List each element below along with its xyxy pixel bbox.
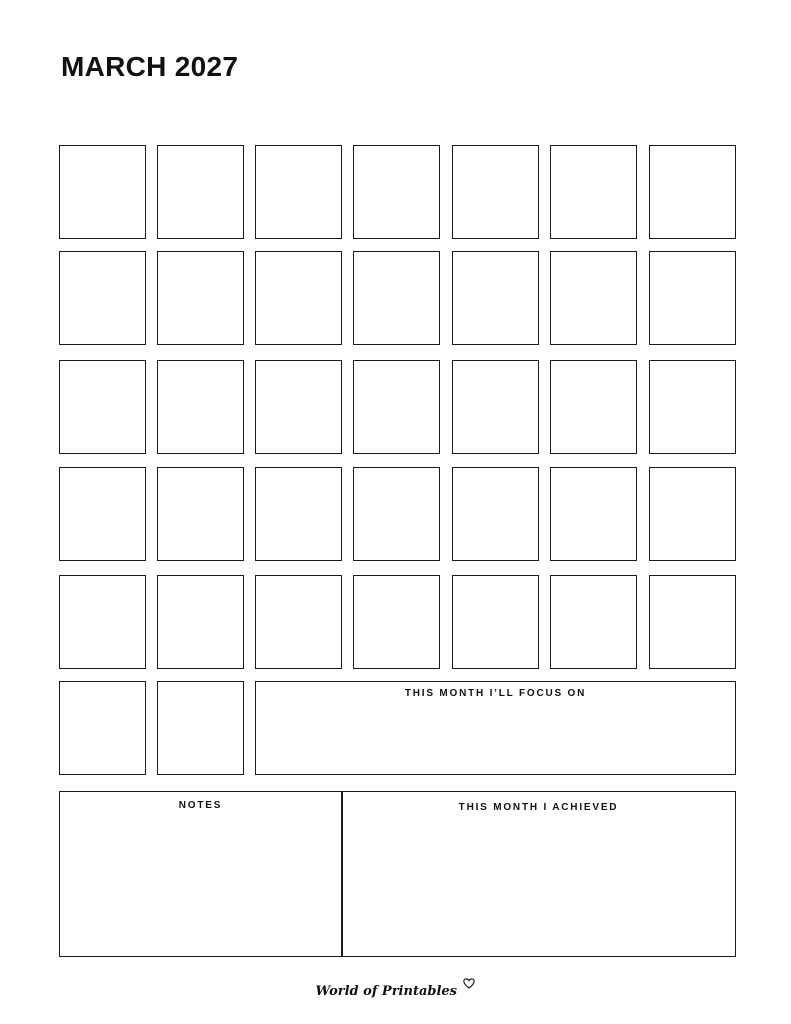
calendar-day-cell[interactable] xyxy=(255,251,342,345)
calendar-day-cell[interactable] xyxy=(550,360,637,454)
calendar-day-cell[interactable] xyxy=(59,360,146,454)
heart-icon xyxy=(463,978,475,989)
calendar-day-cell[interactable] xyxy=(452,251,539,345)
calendar-day-cell[interactable] xyxy=(649,360,736,454)
calendar-day-cell[interactable] xyxy=(59,467,146,561)
calendar-day-cell[interactable] xyxy=(255,360,342,454)
calendar-day-cell[interactable] xyxy=(353,575,440,669)
calendar-day-cell[interactable] xyxy=(59,575,146,669)
calendar-day-cell[interactable] xyxy=(157,251,244,345)
calendar-day-cell[interactable] xyxy=(649,575,736,669)
calendar-day-cell[interactable] xyxy=(255,145,342,239)
calendar-day-cell[interactable] xyxy=(255,467,342,561)
brand-name: World of Printables xyxy=(315,984,457,999)
calendar-day-cell[interactable] xyxy=(255,575,342,669)
calendar-day-cell[interactable] xyxy=(59,251,146,345)
calendar-day-cell[interactable] xyxy=(157,145,244,239)
calendar-day-cell[interactable] xyxy=(157,681,244,775)
panel-divider xyxy=(341,792,343,956)
calendar-day-cell[interactable] xyxy=(550,145,637,239)
page-title: MARCH 2027 xyxy=(61,51,239,82)
calendar-day-cell[interactable] xyxy=(649,467,736,561)
notes-label: NOTES xyxy=(178,800,223,811)
calendar-day-cell[interactable] xyxy=(353,251,440,345)
focus-label: THIS MONTH I’LL FOCUS ON xyxy=(404,688,587,699)
calendar-day-cell[interactable] xyxy=(157,467,244,561)
calendar-day-cell[interactable] xyxy=(157,360,244,454)
calendar-day-cell[interactable] xyxy=(550,575,637,669)
calendar-day-cell[interactable] xyxy=(550,251,637,345)
calendar-day-cell[interactable] xyxy=(452,360,539,454)
notes-achieved-panel xyxy=(59,791,736,957)
calendar-day-cell[interactable] xyxy=(452,467,539,561)
calendar-day-cell[interactable] xyxy=(550,467,637,561)
calendar-day-cell[interactable] xyxy=(452,575,539,669)
calendar-day-cell[interactable] xyxy=(59,145,146,239)
calendar-day-cell[interactable] xyxy=(59,681,146,775)
calendar-day-cell[interactable] xyxy=(353,467,440,561)
calendar-day-cell[interactable] xyxy=(649,251,736,345)
achieved-label: THIS MONTH I ACHIEVED xyxy=(458,802,619,813)
calendar-day-cell[interactable] xyxy=(649,145,736,239)
calendar-day-cell[interactable] xyxy=(452,145,539,239)
calendar-day-cell[interactable] xyxy=(353,145,440,239)
calendar-day-cell[interactable] xyxy=(353,360,440,454)
brand-logo xyxy=(0,982,791,1000)
calendar-day-cell[interactable] xyxy=(157,575,244,669)
focus-box[interactable] xyxy=(255,681,736,775)
